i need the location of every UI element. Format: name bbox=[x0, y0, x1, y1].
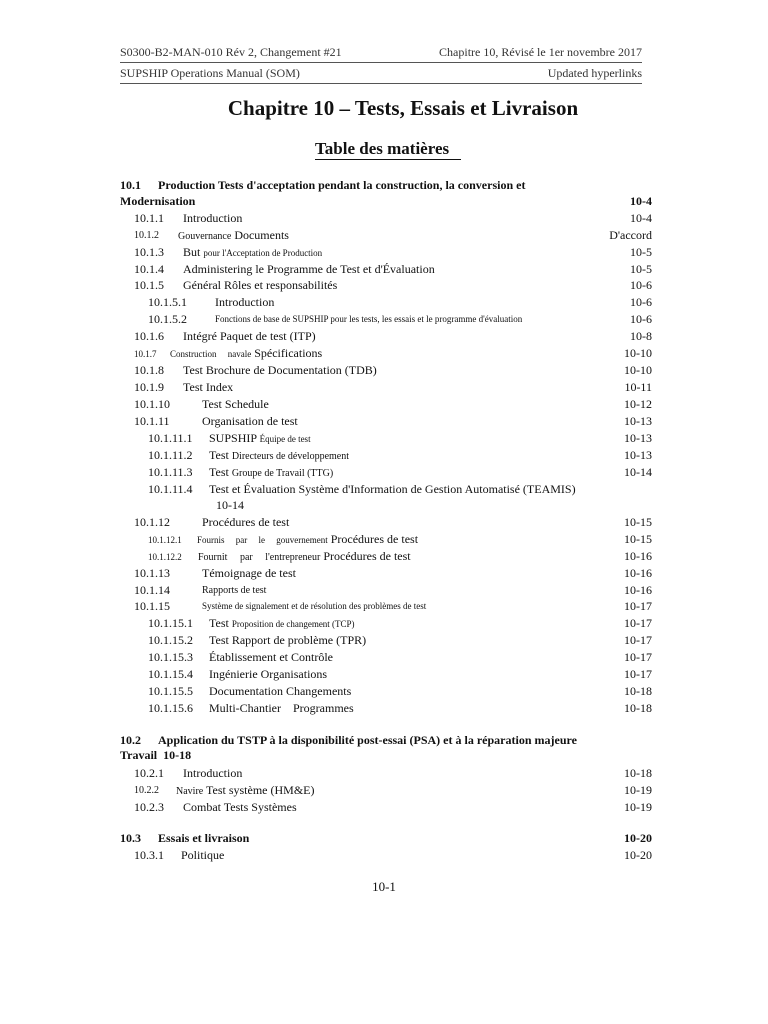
entry-title: Documents bbox=[234, 228, 289, 242]
page-ref: 10-4 bbox=[630, 194, 652, 208]
entry-number: 10.1.11.2 bbox=[148, 448, 193, 462]
page-ref: 10-14 bbox=[216, 498, 244, 512]
entry-title-suffix: Directeurs de développement bbox=[231, 451, 350, 462]
header-divider bbox=[120, 62, 642, 63]
page-ref: 10-17 bbox=[624, 667, 652, 681]
entry-number: 10.1.12.2 bbox=[148, 552, 182, 562]
entry-number: 10.1.15.5 bbox=[148, 684, 193, 698]
page-ref: 10-17 bbox=[624, 616, 652, 630]
entry-number: 10.1.10 bbox=[134, 397, 170, 411]
page-ref: 10-8 bbox=[630, 329, 652, 343]
section-title: Essais et livraison bbox=[158, 831, 250, 845]
running-header-bottom bbox=[120, 66, 642, 81]
entry-number: 10.1.11.3 bbox=[148, 465, 193, 479]
revision-date: Chapitre 10, Révisé le 1er novembre 2017 bbox=[439, 45, 642, 59]
entry-title: Organisation de test bbox=[202, 414, 298, 428]
section-title-cont: Travail 10-18 bbox=[120, 748, 192, 762]
entry-number: 10.1.15 bbox=[134, 599, 170, 613]
entry-title-prefix: Gouvernance bbox=[178, 231, 232, 242]
entry-title: Test Schedule bbox=[202, 397, 269, 411]
page-ref: 10-14 bbox=[624, 465, 652, 479]
page-ref: 10-20 bbox=[624, 848, 652, 862]
entry-title: Rapports de test bbox=[202, 585, 267, 596]
entry-title: Administering le Programme de Test et d'Évaluation bbox=[183, 262, 435, 276]
entry-title: Fonctions de base de SUPSHIP pour les tests, les essais et le programme d'évaluation bbox=[215, 314, 523, 324]
entry-title: Procédures de test bbox=[330, 532, 419, 546]
entry-number: 10.1.1 bbox=[134, 211, 164, 225]
entry-title-suffix: pour l'Acceptation de Production bbox=[203, 248, 323, 258]
page-ref: 10-6 bbox=[630, 295, 652, 309]
entry-number: 10.1.12.1 bbox=[148, 535, 182, 545]
entry-number: 10.1.5 bbox=[134, 278, 164, 292]
entry-title: Introduction bbox=[183, 211, 243, 225]
toc-heading: Table des matières bbox=[315, 139, 461, 160]
page-ref: 10-13 bbox=[624, 448, 652, 462]
page-ref: 10-5 bbox=[630, 262, 652, 276]
header-divider bbox=[120, 83, 642, 84]
entry-title: Introduction bbox=[215, 295, 275, 309]
entry-title: Test Brochure de Documentation (TDB) bbox=[183, 363, 377, 377]
section-number: 10.3 bbox=[120, 831, 141, 845]
page-ref: 10-18 bbox=[624, 701, 652, 715]
entry-title: Établissement et Contrôle bbox=[209, 650, 333, 664]
entry-number: 10.1.4 bbox=[134, 262, 164, 276]
entry-title: Test bbox=[209, 448, 229, 462]
entry-number: 10.1.15.4 bbox=[148, 667, 193, 681]
page-ref: 10-17 bbox=[624, 650, 652, 664]
page-ref: 10-19 bbox=[624, 783, 652, 797]
page-ref: 10-17 bbox=[624, 599, 652, 613]
entry-number: 10.2.1 bbox=[134, 766, 164, 780]
entry-number: 10.1.15.3 bbox=[148, 650, 193, 664]
page-ref: 10-16 bbox=[624, 549, 652, 563]
entry-title: Général Rôles et responsabilités bbox=[183, 278, 338, 292]
page-ref: 10-15 bbox=[624, 515, 652, 529]
entry-title: Test bbox=[209, 465, 229, 479]
entry-title: Multi-Chantier Programmes bbox=[209, 701, 354, 715]
entry-title-prefix: Construction navale bbox=[170, 349, 252, 359]
entry-title-suffix: Proposition de changement (TCP) bbox=[231, 619, 355, 629]
entry-title: Politique bbox=[181, 848, 225, 862]
page-ref: 10-18 bbox=[624, 766, 652, 780]
entry-title: SUPSHIP bbox=[209, 431, 257, 445]
page-ref: 10-12 bbox=[624, 397, 652, 411]
entry-number: 10.1.2 bbox=[134, 230, 159, 241]
entry-title: Combat Tests Systèmes bbox=[183, 800, 297, 814]
section-number: 10.2 bbox=[120, 733, 141, 747]
page-ref: 10-11 bbox=[624, 380, 652, 394]
entry-number: 10.1.14 bbox=[134, 583, 170, 597]
page-ref: 10-10 bbox=[624, 346, 652, 360]
entry-number: 10.1.15.1 bbox=[148, 616, 193, 630]
page-ref: 10-5 bbox=[630, 245, 652, 259]
entry-number: 10.1.12 bbox=[134, 515, 170, 529]
page-ref: 10-15 bbox=[624, 532, 652, 546]
entry-title-prefix: Fournit par l'entrepreneur bbox=[198, 552, 321, 563]
entry-title: Témoignage de test bbox=[202, 566, 296, 580]
page-ref: 10-16 bbox=[624, 566, 652, 580]
manual-name: SUPSHIP Operations Manual (SOM) bbox=[120, 66, 300, 80]
document-id: S0300-B2-MAN-010 Rév 2, Changement #21 bbox=[120, 45, 342, 59]
entry-title: Test Index bbox=[183, 380, 234, 394]
entry-number: 10.1.6 bbox=[134, 329, 164, 343]
entry-number: 10.1.5.2 bbox=[148, 312, 187, 326]
entry-number: 10.1.9 bbox=[134, 380, 164, 394]
entry-title-suffix: Équipe de test bbox=[259, 434, 311, 444]
entry-number: 10.2.2 bbox=[134, 785, 159, 796]
page-ref: 10-19 bbox=[624, 800, 652, 814]
entry-title: Test bbox=[209, 616, 229, 630]
entry-title-suffix: Groupe de Travail (TTG) bbox=[231, 468, 334, 479]
page-ref: 10-10 bbox=[624, 363, 652, 377]
chapter-title: Chapitre 10 – Tests, Essais et Livraison bbox=[227, 96, 579, 120]
entry-number: 10.1.3 bbox=[134, 245, 164, 259]
page-ref: D'accord bbox=[609, 228, 652, 242]
page-ref: 10-17 bbox=[624, 633, 652, 647]
entry-title-prefix: Fournis par le gouvernement bbox=[197, 535, 328, 545]
entry-number: 10.2.3 bbox=[134, 800, 164, 814]
entry-number: 10.1.11 bbox=[134, 414, 170, 428]
entry-number: 10.1.11.1 bbox=[148, 431, 193, 445]
page-number: 10-1 bbox=[372, 879, 396, 894]
entry-title: Test Rapport de problème (TPR) bbox=[209, 633, 367, 647]
page-ref: 10-6 bbox=[630, 312, 652, 326]
entry-title: Spécifications bbox=[254, 346, 323, 360]
entry-title: Documentation Changements bbox=[209, 684, 352, 698]
entry-number: 10.1.7 bbox=[134, 349, 157, 359]
entry-title: Procédures de test bbox=[323, 549, 411, 563]
page-ref: 10-13 bbox=[624, 414, 652, 428]
entry-title: Procédures de test bbox=[202, 515, 290, 529]
section-title: Application du TSTP à la disponibilité post-essai (PSA) et à la réparation majeure bbox=[158, 733, 577, 747]
entry-title-prefix: Navire bbox=[176, 786, 204, 797]
section-title: Production Tests d'acceptation pendant la construction, la conversion et bbox=[158, 178, 526, 192]
page-ref: 10-16 bbox=[624, 583, 652, 597]
entry-number: 10.1.15.2 bbox=[148, 633, 193, 647]
entry-number: 10.1.11.4 bbox=[148, 482, 193, 496]
page-ref: 10-4 bbox=[630, 211, 652, 225]
entry-title: But bbox=[183, 245, 201, 259]
entry-title: Système de signalement et de résolution des problèmes de test bbox=[202, 601, 427, 611]
entry-title: Intégré Paquet de test (ITP) bbox=[183, 329, 316, 343]
page-ref: 10-20 bbox=[624, 831, 652, 845]
entry-number: 10.1.15.6 bbox=[148, 701, 193, 715]
entry-title: Ingénierie Organisations bbox=[209, 667, 328, 681]
running-header-top bbox=[120, 45, 642, 60]
entry-title: Test et Évaluation Système d'Information de Gestion Automatisé (TEAMIS) bbox=[209, 482, 576, 496]
page-ref: 10-13 bbox=[624, 431, 652, 445]
section-title-cont: Modernisation bbox=[120, 194, 196, 208]
entry-number: 10.1.13 bbox=[134, 566, 170, 580]
page-ref: 10-18 bbox=[624, 684, 652, 698]
update-note: Updated hyperlinks bbox=[547, 66, 642, 80]
section-number: 10.1 bbox=[120, 178, 141, 192]
entry-number: 10.3.1 bbox=[134, 848, 164, 862]
entry-number: 10.1.5.1 bbox=[148, 295, 187, 309]
entry-title: Introduction bbox=[183, 766, 243, 780]
page-ref: 10-6 bbox=[630, 278, 652, 292]
entry-title: Test système (HM&E) bbox=[206, 783, 315, 797]
entry-number: 10.1.8 bbox=[134, 363, 164, 377]
